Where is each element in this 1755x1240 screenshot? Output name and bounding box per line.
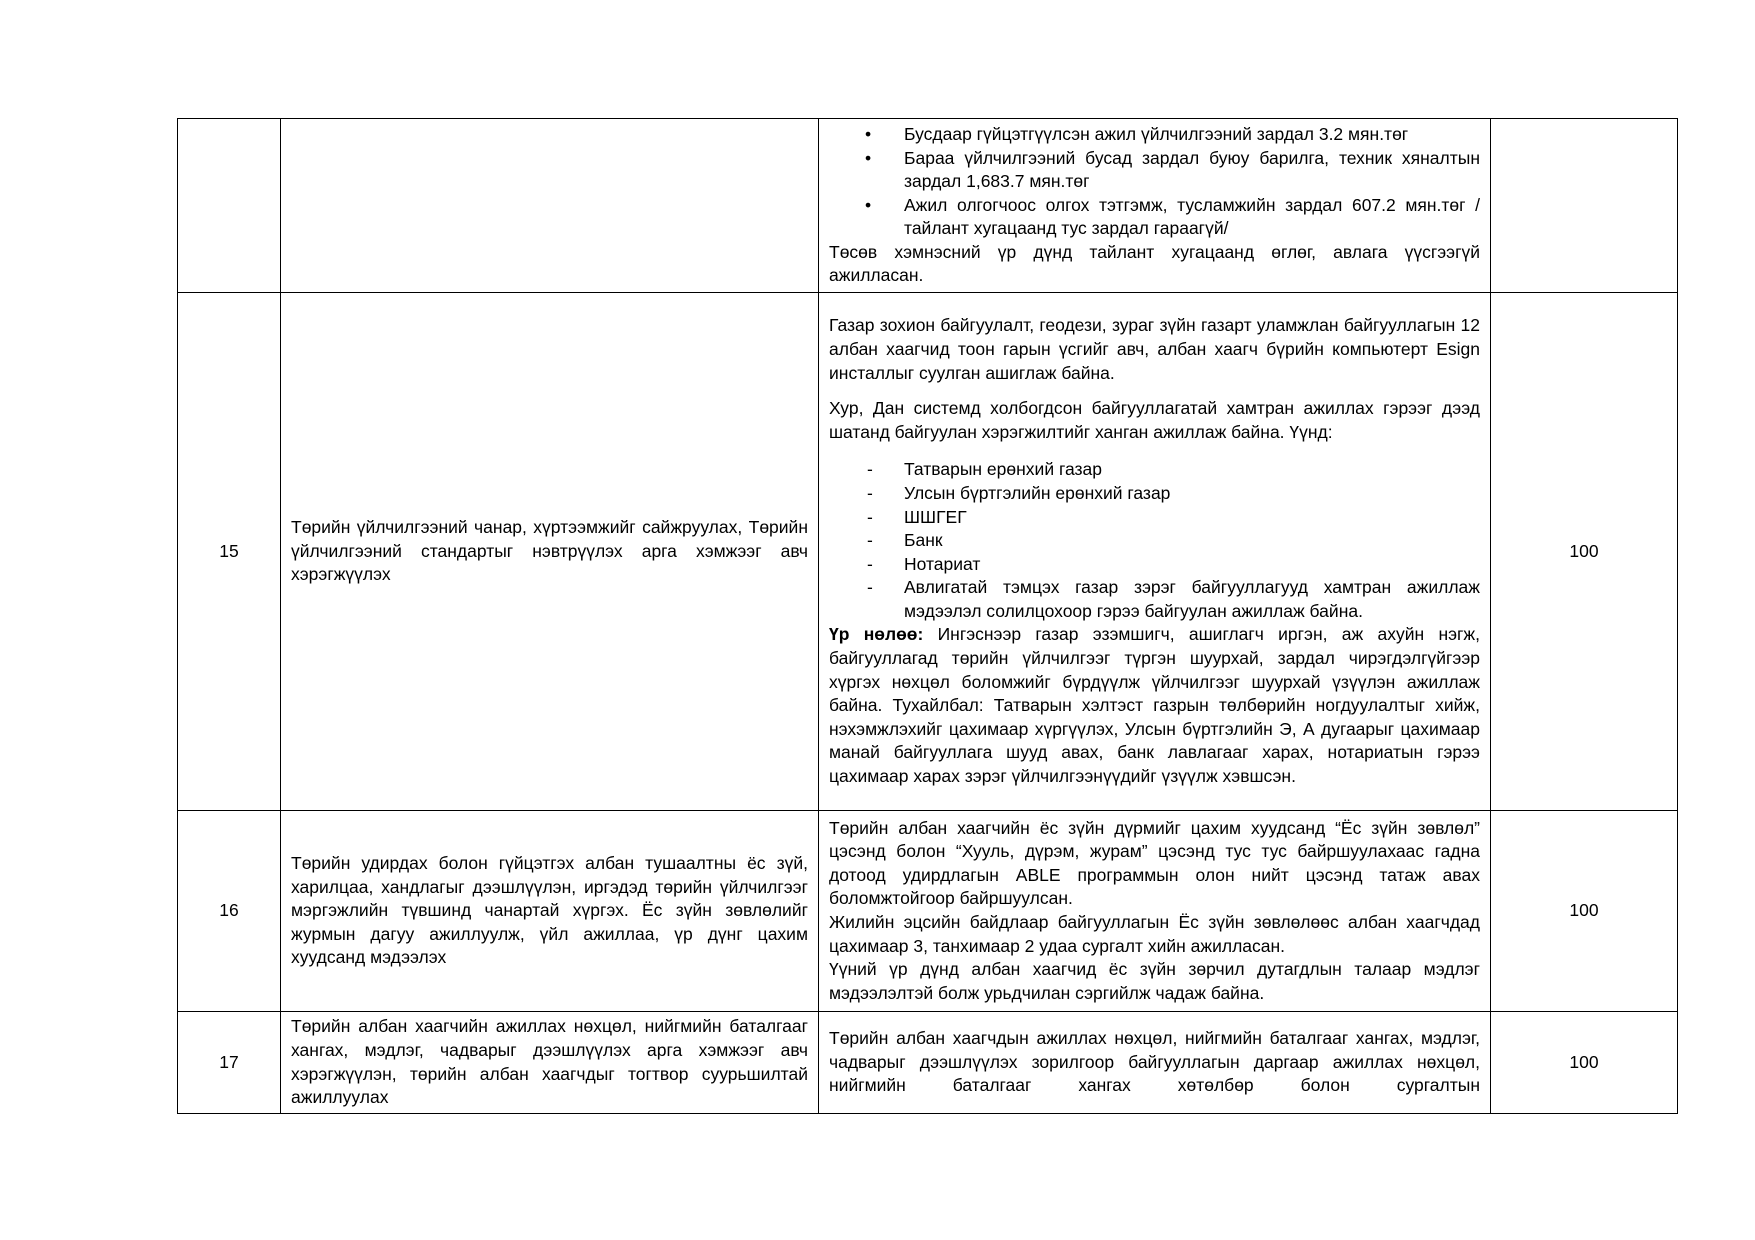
list-item: • Бусдаар гүйцэтгүүлсэн ажил үйлчилгээний зардал 3.2 мян.төг (829, 123, 1480, 147)
result-paragraph: Үүний үр дүнд албан хаагчид ёс зүйн зөрчил дутагдлын талаар мэдлэг мэдээлэлтэй болж урьдчилан сэргийлж чадаж байна. (829, 959, 1480, 1003)
result-paragraph: Газар зохион байгуулалт, геодези, зураг зүйн газарт уламжлан байгууллагын 12 албан хаагчид тоон гарын үсгийг авч, албан хаагч бүрийн компьютерт Esign инсталлыг суулган ашиглаж байна. (829, 315, 1480, 383)
list-item: - Татварын ерөнхий газар (829, 458, 1480, 482)
result-cell (819, 119, 1491, 293)
table-row (178, 1012, 1678, 1114)
result-paragraph: Төрийн албан хаагчийн ёс зүйн дүрмийг цахим хуудсанд “Ёс зүйн зөвлөл” цэсэнд болон “Хууль, дүрэм, журам” цэсэнд тус тус байршуулахаас гадна дотоод удирдлагын ABLE программын олон нийт цэсэнд татаж авах боломжтойгоор байршуулсан. (829, 817, 1480, 909)
task-cell: Төрийн үйлчилгээний чанар, хүртээмжийг сайжруулах, Төрийн үйлчилгээний стандартыг нэвтрүүлэх арга хэмжээг авч хэрэгжүүлэх (281, 293, 819, 811)
score-cell: 100 (1491, 1012, 1678, 1114)
result-paragraph: Хур, Дан системд холбогдсон байгууллагатай хамтран ажиллах гэрээг дээд шатанд байгуулан хэрэгжилтийг ханган ажиллаж байна. Үүнд: (829, 398, 1480, 442)
score-cell: 100 (1491, 811, 1678, 1012)
result-cell (819, 811, 1491, 1012)
result-paragraph: Төсөв хэмнэсний үр дүнд тайлант хугацаанд өглөг, авлага үүсгээгүй ажилласан. (829, 241, 1480, 286)
table-row (178, 293, 1678, 811)
list-item: - Авлигатай тэмцэх газар зэрэг байгууллагууд хамтран ажиллаж мэдээлэл солилцохоор гэрээ байгуулан ажиллаж байна. (829, 576, 1480, 623)
list-item: - Нотариат (829, 553, 1480, 577)
score-cell: 100 (1491, 293, 1678, 811)
task-cell: Төрийн албан хаагчийн ажиллах нөхцөл, нийгмийн баталгааг хангах, мэдлэг, чадварыг дээшлүүлэх арга хэмжээг авч хэрэгжүүлэн, төрийн албан хаагчдыг тогтвор суурьшилтай ажиллуулах (281, 1012, 819, 1114)
list-item: - Банк (829, 529, 1480, 553)
row-number: 16 (178, 811, 281, 1012)
task-cell (281, 119, 819, 293)
impact-text: Ингэснээр газар эзэмшигч, ашиглагч иргэн, аж ахуйн нэгж, байгууллагад төрийн үйлчилгээг түргэн шуурхай, зардал чирэгдэлгүйгээр хүргэх нөхцөл боломжийг бүрдүүлж үйлчилгээг шуурхай үзүүлэн ажиллаж байна. Тухайлбал: Татварын хэлтэст газрын төлбөрийн ногдуулалтыг хийж, нэхэмжлэхийг цахимаар хүргүүлэх, Улсын бүртгэлийн Э, А дугаарыг цахимаар манай байгууллага шууд авах, банк лавлагааг харах, нотариатын гэрээ цахимаар харах зэрэг үйлчилгээнүүдийг үзүүлж хэвшсэн. (829, 624, 1480, 787)
result-paragraph: Төрийн албан хаагчдын ажиллах нөхцөл, нийгмийн баталгааг хангах, мэдлэг, чадварыг дээшлүүлэх зорилгоор байгууллагын даргаар ажиллах нөхцөл, нийгмийн баталгааг хангах хөтөлбөр болон сургалтын (829, 1028, 1480, 1096)
list-item: - ШШГЕГ (829, 506, 1480, 530)
list-item: • Ажил олгогчоос олгох тэтгэмж, тусламжийн зардал 607.2 мян.төг /тайлант хугацаанд тус зардал гараагүй/ (829, 194, 1480, 241)
result-cell (819, 1012, 1491, 1114)
row-number: 17 (178, 1012, 281, 1114)
result-cell (819, 293, 1491, 811)
task-cell: Төрийн удирдах болон гүйцэтгэх албан тушаалтны ёс зүй, харилцаа, хандлагыг дээшлүүлэн, иргэдэд төрийн үйлчилгээг мэргэжлийн түвшинд чанартай хүргэх. Ёс зүйн зөвлөлийг журмын дагуу ажиллуулж, үйл ажиллаа, үр дүнг цахим хуудсанд мэдээлэх (281, 811, 819, 1012)
list-item: - Улсын бүртгэлийн ерөнхий газар (829, 482, 1480, 506)
list-item: • Бараа үйлчилгээний бусад зардал буюу барилга, техник хяналтын зардал 1,683.7 мян.төг (829, 147, 1480, 194)
score-cell (1491, 119, 1678, 293)
row-number: 15 (178, 293, 281, 811)
impact-label: Үр нөлөө: (829, 624, 924, 645)
table-row (178, 811, 1678, 1012)
table-row (178, 119, 1678, 293)
report-table (177, 118, 1678, 1114)
dash-list (829, 458, 1480, 623)
result-paragraph: Жилийн эцсийн байдлаар байгууллагын Ёс зүйн зөвлөлөөс албан хаагчдад цахимаар 3, танхимаар 2 удаа сургалт хийн ажилласан. (829, 912, 1480, 956)
impact-paragraph (829, 623, 1480, 788)
row-number (178, 119, 281, 293)
bullet-list (829, 123, 1480, 241)
